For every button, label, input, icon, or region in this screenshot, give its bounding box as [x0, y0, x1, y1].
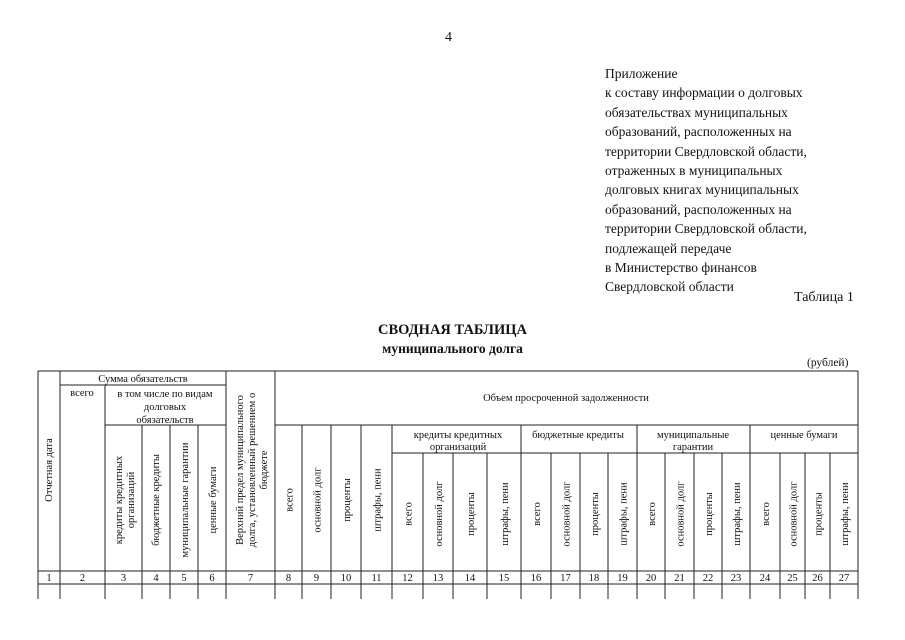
- header-incl-by-type-1: в том числе по видам: [117, 389, 213, 400]
- appendix-line: территории Свердловской области,: [605, 143, 807, 159]
- overdue-interest-label: проценты: [466, 492, 477, 536]
- appendix-line: Приложение: [605, 66, 678, 81]
- appendix-line: образований, расположенных на: [605, 201, 792, 217]
- overdue-interest-label: проценты: [704, 492, 715, 536]
- appendix-line: к составу информации о долговых: [605, 85, 803, 101]
- column-number: 17: [560, 573, 571, 584]
- column-number: 6: [209, 573, 215, 584]
- column-number: 15: [498, 573, 510, 584]
- group-securities: ценные бумаги: [770, 430, 838, 441]
- header-upper-limit-1: Верхний предел муниципального: [235, 395, 246, 545]
- group-budget-credits: бюджетные кредиты: [532, 430, 624, 441]
- column-number: 12: [402, 573, 413, 584]
- column-number: 8: [285, 573, 292, 584]
- column-number: 5: [181, 573, 187, 584]
- column-number: 21: [674, 573, 685, 584]
- header-incl-by-type-2: долговых: [143, 402, 187, 413]
- column-number: 14: [464, 573, 476, 584]
- units-label: (рублей): [807, 357, 849, 369]
- column-number: 13: [432, 573, 444, 584]
- overdue-principal-label: основной долг: [561, 481, 573, 547]
- header-overdue-volume: Объем просроченной задолженности: [483, 393, 649, 404]
- table-label: Таблица 1: [794, 290, 854, 305]
- column-number: 1: [46, 573, 52, 584]
- column-number: 19: [617, 573, 628, 584]
- table-title: СВОДНАЯ ТАБЛИЦА: [377, 322, 527, 338]
- page-number: 4: [445, 30, 452, 45]
- table-subtitle: муниципального долга: [382, 341, 523, 356]
- column-number: 23: [730, 573, 742, 584]
- group-municipal-guarantees-2: гарантии: [672, 442, 714, 453]
- appendix-line: территории Свердловской области,: [605, 221, 807, 237]
- appendix-line: отраженных в муниципальных: [605, 163, 783, 179]
- overdue-principal-label: основной долг: [434, 481, 445, 547]
- header-municipal-guarantees: муниципальные гарантии: [180, 442, 191, 558]
- column-number: 27: [838, 573, 850, 584]
- overdue-penalties-label: штрафы, пени: [732, 482, 743, 546]
- column-number: 20: [645, 573, 657, 584]
- group-credit-orgs-2: организаций: [429, 442, 487, 453]
- column-number-row: [46, 573, 849, 584]
- column-number: 4: [153, 573, 159, 584]
- header-report-date: Отчетная дата: [44, 438, 55, 502]
- group-credit-orgs-1: кредиты кредитных: [413, 430, 503, 441]
- header-credit-orgs-2: организаций: [126, 471, 137, 529]
- column-number: 10: [340, 573, 352, 584]
- appendix-line: долговых книгах муниципальных: [605, 182, 799, 198]
- header-credit-orgs-1: кредиты кредитных: [114, 455, 125, 545]
- overdue-subheaders: [285, 467, 852, 547]
- header-sum-obligations: Сумма обязательств: [98, 374, 188, 385]
- appendix-line: Свердловской области: [605, 279, 734, 295]
- header-securities: ценные бумаги: [208, 466, 219, 534]
- column-number: 25: [787, 573, 798, 584]
- header-upper-limit-3: бюджете: [259, 450, 270, 490]
- header-upper-limit-2: долга, установленный решением о: [247, 392, 258, 548]
- overdue-principal-label: основной долг: [312, 467, 324, 533]
- column-number: 24: [759, 573, 771, 584]
- overdue-total-label: всего: [403, 502, 415, 526]
- header-total: всего: [70, 388, 94, 399]
- column-number: 26: [812, 573, 823, 584]
- appendix-line: образований, расположенных на: [605, 124, 792, 140]
- column-number: 18: [588, 573, 600, 584]
- overdue-penalties-label: штрафы, пени: [372, 468, 384, 532]
- header-incl-by-type-3: обязательств: [136, 415, 194, 426]
- overdue-interest-label: проценты: [342, 478, 353, 522]
- column-number: 2: [79, 573, 86, 584]
- overdue-total-label: всего: [284, 488, 296, 512]
- column-number: 7: [247, 573, 254, 584]
- appendix-line: в Министерство финансов: [605, 260, 757, 276]
- overdue-total-label: всего: [532, 502, 543, 526]
- overdue-principal-label: основной долг: [675, 481, 687, 547]
- overdue-total-label: всего: [647, 502, 658, 526]
- group-municipal-guarantees-1: муниципальные: [656, 430, 730, 441]
- column-number: 22: [702, 573, 714, 584]
- appendix-line: обязательствах муниципальных: [605, 104, 788, 120]
- overdue-penalties-label: штрафы, пени: [618, 482, 630, 546]
- overdue-principal-label: основной долг: [788, 481, 800, 547]
- column-number: 11: [371, 573, 382, 584]
- column-number: 9: [313, 573, 320, 584]
- appendix-line: подлежащей передаче: [605, 240, 732, 256]
- overdue-interest-label: проценты: [813, 492, 825, 536]
- overdue-penalties-label: штрафы, пени: [840, 482, 851, 546]
- header-budget-credits: бюджетные кредиты: [151, 454, 162, 546]
- overdue-penalties-label: штрафы, пени: [500, 482, 511, 546]
- column-number: 3: [120, 573, 127, 584]
- overdue-interest-label: проценты: [590, 492, 601, 536]
- overdue-total-label: всего: [761, 502, 772, 526]
- column-number: 16: [530, 573, 542, 584]
